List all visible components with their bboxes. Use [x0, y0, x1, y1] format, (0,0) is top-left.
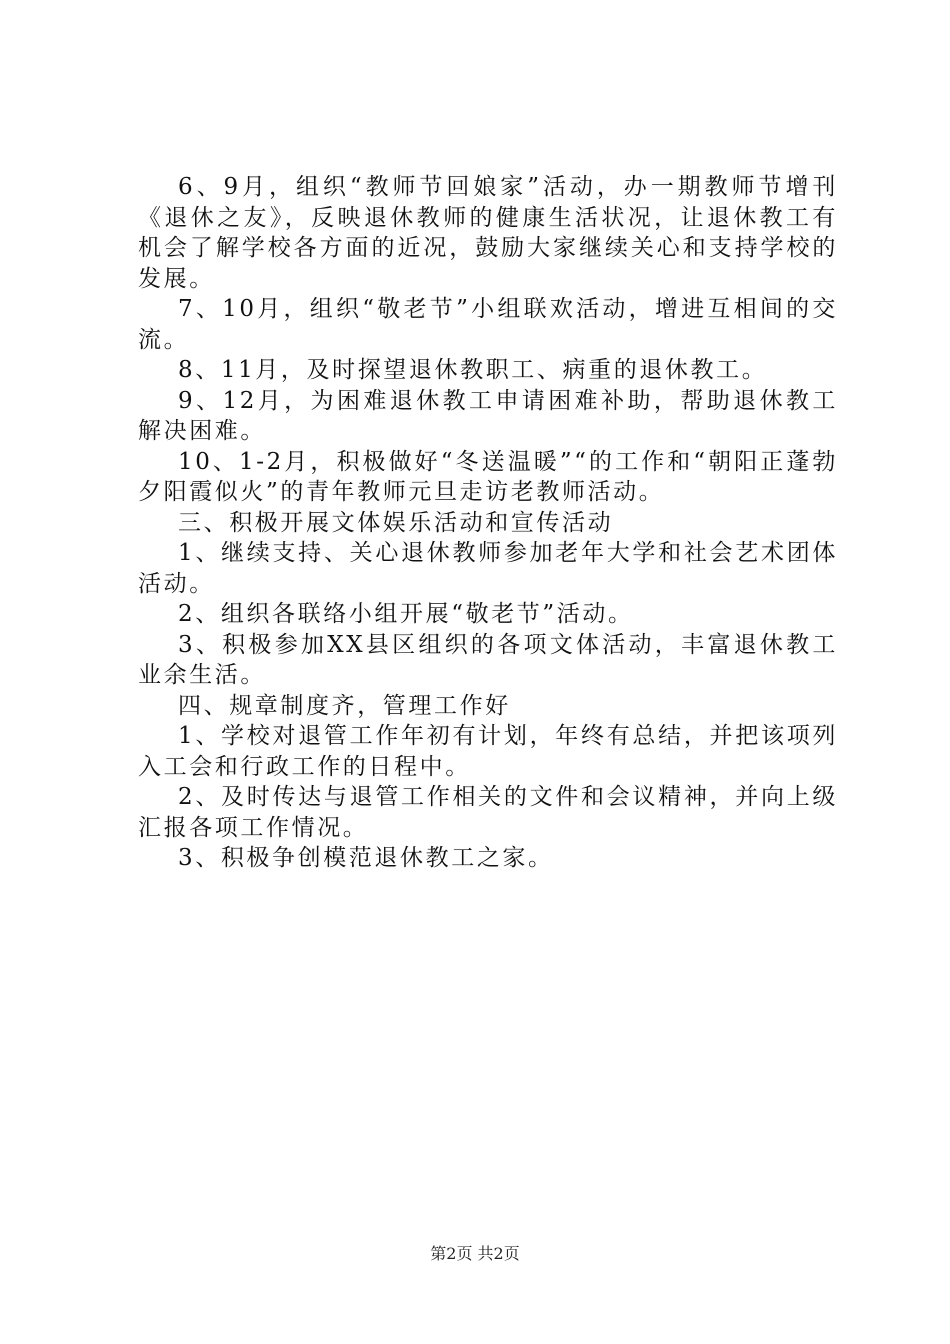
paragraph-item-9-december: 9、12月，为困难退休教工申请困难补助，帮助退休教工解决困难。	[138, 387, 838, 444]
paragraph-item-10-jan-feb: 10、1-2月，积极做好“冬送温暖”“的工作和“朝阳正蓬勃夕阳霞似火”的青年教师元旦走访老教师活动。	[138, 448, 838, 505]
paragraph-item-4-2: 2、及时传达与退管工作相关的文件和会议精神，并向上级汇报各项工作情况。	[138, 784, 838, 841]
paragraph-item-3-3: 3、积极参加XX县区组织的各项文体活动，丰富退休教工业余生活。	[138, 631, 838, 688]
page-number-footer: 第2页 共2页	[430, 1244, 520, 1263]
paragraph-item-3-1: 1、继续支持、关心退休教师参加老年大学和社会艺术团体活动。	[138, 540, 838, 597]
paragraph-item-7-october: 7、10月，组织“敬老节”小组联欢活动，增进互相间的交流。	[138, 296, 838, 353]
paragraph-item-6-september: 6、9月，组织“教师节回娘家”活动，办一期教师节增刊《退休之友》，反映退休教师的健康生活状况，让退休教工有机会了解学校各方面的近况，鼓励大家继续关心和支持学校的发展。	[138, 174, 838, 292]
paragraph-item-4-1: 1、学校对退管工作年初有计划，年终有总结，并把该项列入工会和行政工作的日程中。	[138, 723, 838, 780]
section-heading-4: 四、规章制度齐，管理工作好	[178, 692, 511, 719]
paragraph-item-4-3: 3、积极争创模范退休教工之家。	[178, 845, 554, 871]
section-heading-3: 三、积极开展文体娱乐活动和宣传活动	[178, 509, 614, 536]
document-body	[138, 172, 838, 874]
paragraph-item-3-2: 2、组织各联络小组开展“敬老节”活动。	[178, 601, 634, 627]
paragraph-item-8-november: 8、11月，及时探望退休教职工、病重的退休教工。	[178, 357, 768, 383]
